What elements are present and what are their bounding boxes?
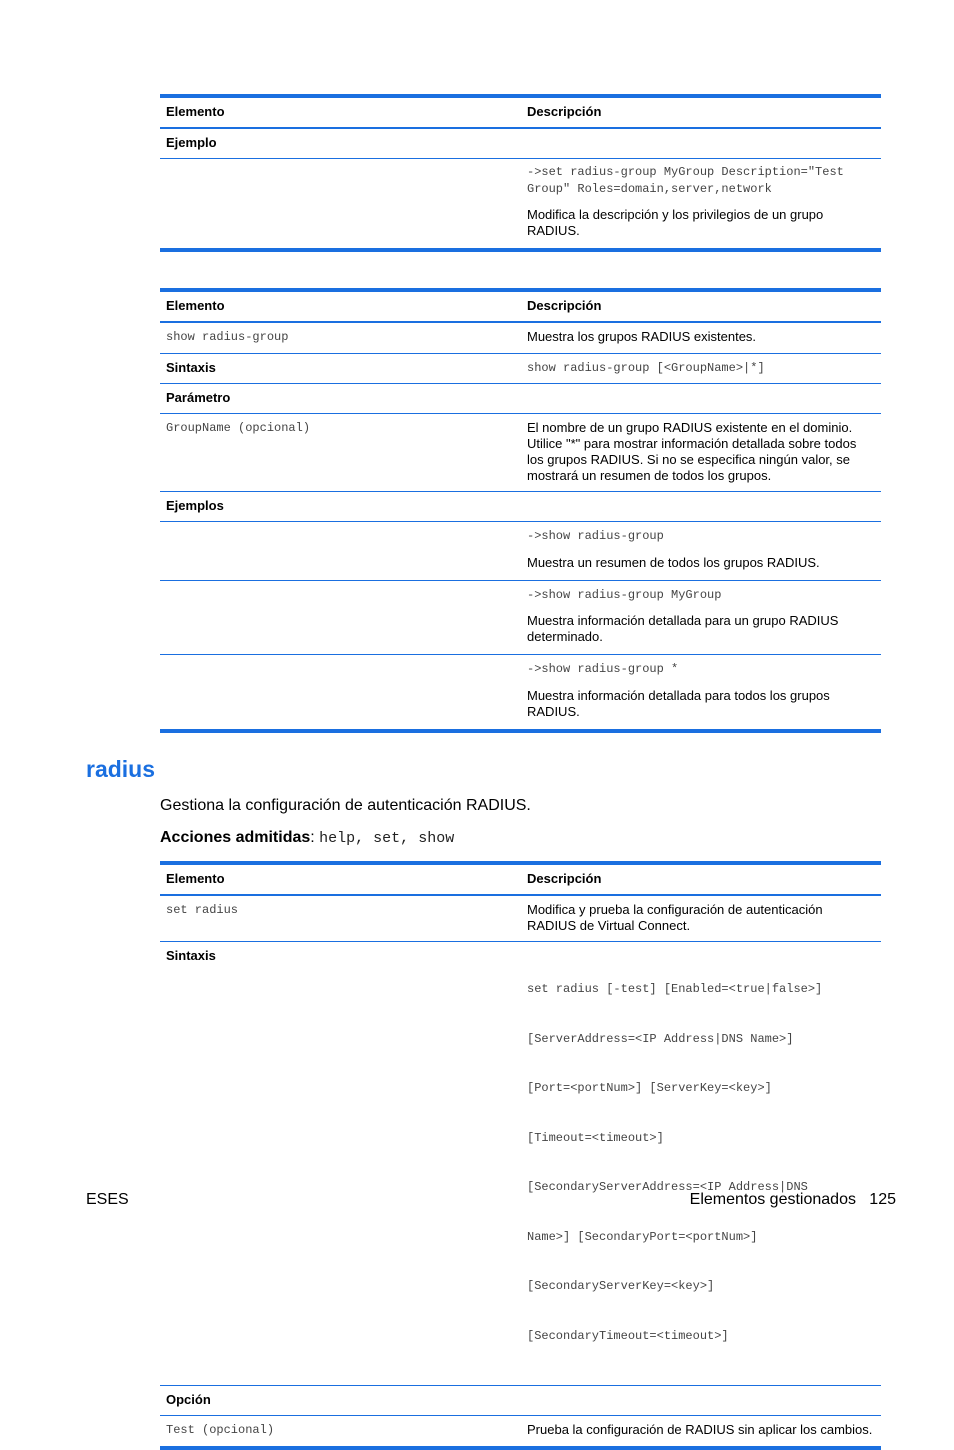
table-row [160,127,881,158]
table-row [160,383,881,413]
table-row [160,1415,881,1446]
command-description: Modifica y prueba la configuración de autenticación RADIUS de Virtual Connect. [527,902,823,933]
example-code: ->set radius-group MyGroup Description="Test Group" Roles=domain,server,network [527,165,852,196]
table-row [160,894,881,941]
command-name: show radius-group [166,330,289,344]
syntax-line: Name>] [SecondaryPort=<portNum>] [527,1229,758,1244]
table-set-radius-group-example [160,94,881,252]
syntax-line: [SecondaryTimeout=<timeout>] [527,1328,729,1343]
table-row [160,521,881,580]
table-show-radius-group [160,288,881,733]
section-title: radius [86,756,156,782]
example-description: Modifica la descripción y los privilegios de un grupo RADIUS. [527,207,824,238]
syntax-line: set radius [-test] [Enabled=<true|false>] [527,982,823,996]
section-intro: Gestiona la configuración de autenticación RADIUS. [160,797,531,814]
table-row [160,491,881,521]
example-code: ->show radius-group MyGroup [527,587,722,602]
actions-value: help, set, show [319,830,455,847]
example-code: ->show radius-group * [527,662,679,676]
option-name: Test (opcional) [166,1423,275,1437]
syntax-line: [SecondaryServerKey=<key>] [527,1279,715,1293]
parameter-description: El nombre de un grupo RADIUS existente en el dominio. Utilice "*" para mostrar información detallada sobre todos los grupos RADIUS. Si no se especifica ningún valor, se mostrará un resumen de todos los grupos. [527,420,857,483]
header-descripcion: Descripción [527,871,602,886]
header-descripcion: Descripción [527,104,602,119]
syntax-line: [Port=<portNum>] [ServerKey=<key>] [527,1081,772,1095]
syntax-label: Sintaxis [166,359,216,375]
section-label-ejemplo: Ejemplo [166,135,217,150]
option-label: Opción [166,1392,211,1407]
table-row [160,654,881,729]
examples-label: Ejemplos [166,498,224,513]
header-descripcion: Descripción [527,298,602,313]
table-row [160,353,881,384]
command-name: set radius [166,903,239,917]
actions-label: Acciones admitidas [160,829,311,846]
table-header [160,865,881,894]
syntax-label: Sintaxis [166,948,216,963]
table-header [160,292,881,321]
parameter-name: GroupName (opcional) [166,421,311,435]
syntax-line: [Timeout=<timeout>] [527,1130,664,1145]
supported-actions [160,829,454,847]
table-header [160,98,881,127]
table-row [160,413,881,491]
header-elemento: Elemento [166,104,225,119]
table-set-radius [160,861,881,1450]
syntax-value: show radius-group [<GroupName>|*] [527,360,765,375]
header-elemento: Elemento [166,298,225,313]
syntax-line: [SecondaryServerAddress=<IP Address|DNS [527,1180,808,1194]
table-row [160,158,881,248]
table-row [160,321,881,353]
footer-left: ESES [86,1191,129,1208]
example-code: ->show radius-group [527,529,664,543]
syntax-value [521,942,881,1385]
table-row [160,941,881,1385]
syntax-line: [ServerAddress=<IP Address|DNS Name>] [527,1031,794,1046]
actions-separator: : [310,829,320,846]
example-description: Muestra información detallada para todos los grupos RADIUS. [527,687,830,719]
footer-right: Elementos gestionados 125 [689,1191,896,1208]
example-description: Muestra un resumen de todos los grupos RADIUS. [527,554,820,570]
example-description: Muestra información detallada para un grupo RADIUS determinado. [527,613,839,644]
command-description: Muestra los grupos RADIUS existentes. [527,329,757,344]
parameter-label: Parámetro [166,390,231,405]
option-description: Prueba la configuración de RADIUS sin aplicar los cambios. [527,1422,873,1437]
table-row [160,580,881,655]
header-elemento: Elemento [166,871,225,886]
table-row [160,1385,881,1415]
